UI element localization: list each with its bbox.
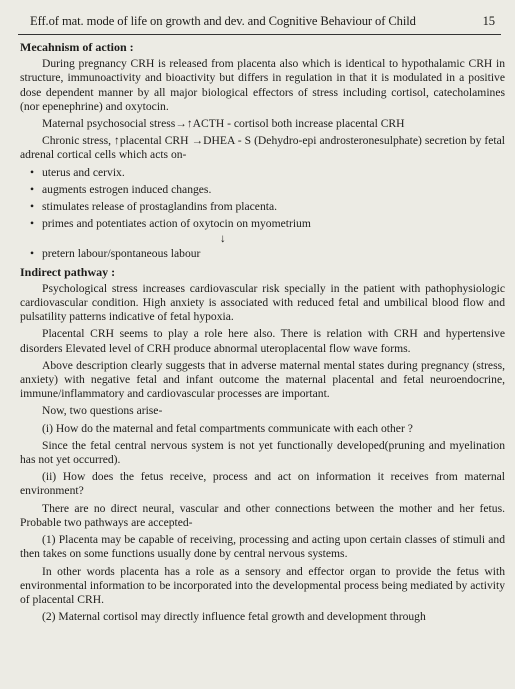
bullet-icon: •	[30, 200, 35, 214]
paragraph: Since the fetal central nervous system is not yet functionally developed(pruning and myelination has not yet occurred).	[20, 438, 505, 467]
paragraph: (2) Maternal cortisol may directly influence fetal growth and development through	[42, 610, 426, 624]
page-body	[20, 40, 505, 627]
list-item	[20, 183, 505, 197]
list-item	[20, 166, 505, 180]
header-title: Eff.of mat. mode of life on growth and dev. and Cognitive Behaviour of Child	[30, 14, 416, 28]
running-header	[18, 10, 501, 35]
list-item-text: pretern labour/spontaneous labour	[42, 247, 201, 261]
list-item-text: stimulates release of prostaglandins from placenta.	[42, 200, 278, 214]
section-heading-indirect: Indirect pathway :	[20, 264, 116, 279]
paragraph: During pregnancy CRH is released from placenta also which is identical to hypothalamic CRH in structure, immunoactivity and bioactivity but differs in regulation in that it is modulated in a positive dose dependent manner by all major biological effectors of stress including cortisol, catecholamines (nor epenephrine) and oxytocin.	[20, 57, 505, 113]
down-arrow-icon: ↓	[220, 232, 226, 246]
bullet-icon: •	[30, 247, 35, 261]
paragraph: Psychological stress increases cardiovascular risk specially in the patient with pathophysiologic cardiovascular condition. High anxiety is associated with reduced fetal and umbilical blood flow and pulsatility patterns indicative of fetal hypoxia.	[20, 281, 505, 324]
paragraph: (1) Placenta may be capable of receiving, processing and acting upon certain classes of stimuli and then takes on some functions usually done by central nervous systems.	[20, 533, 505, 561]
paragraph: (i) How do the maternal and fetal compartments communicate with each other ?	[42, 421, 413, 435]
paragraph: Now, two questions arise-	[42, 404, 163, 418]
paragraph: Above description clearly suggests that in adverse maternal mental states during pregnancy (stress, anxiety) with negative fetal and infant outcome the maternal placental and fetal neuroendocrine, immune/inflammatory and cardiovascular processes are important.	[20, 358, 505, 401]
list-item	[20, 217, 505, 231]
list-item	[20, 247, 505, 261]
bullet-icon: •	[30, 165, 35, 179]
paragraph: In other words placenta has a role as a sensory and effector organ to provide the fetus with environmental information to be incorporated into the developmental process being mediated by activity of placental CRH.	[20, 564, 505, 606]
list-item-text: uterus and cervix.	[42, 165, 125, 179]
section-heading-mechanism: Mecahnism of action :	[20, 40, 134, 54]
paragraph: There are no direct neural, vascular and other connections between the mother and her fetus. Probable two pathways are accepted-	[20, 501, 505, 529]
list-item	[20, 200, 505, 214]
page-number: 15	[482, 14, 495, 28]
paragraph: Maternal psychosocial stress→↑ACTH - cortisol both increase placental CRH	[42, 117, 405, 131]
paragraph: Chronic stress, ↑placental CRH →DHEA - S (Dehydro-epi androsteronesulphate) secretion by fetal adrenal cortical cells which acts on-	[20, 134, 505, 162]
paragraph: Placental CRH seems to play a role here also. There is relation with CRH and hypertensive disorders Elevated level of CRH produce abnormal uteroplacental flow wave forms.	[20, 327, 505, 355]
bullet-icon: •	[30, 217, 35, 231]
paragraph: (ii) How does the fetus receive, process and act on information it receives from maternal environment?	[20, 470, 505, 498]
bullet-icon: •	[30, 182, 35, 196]
list-item-text: primes and potentiates action of oxytocin on myometrium	[42, 217, 311, 231]
list-item-text: augments estrogen induced changes.	[42, 182, 212, 196]
